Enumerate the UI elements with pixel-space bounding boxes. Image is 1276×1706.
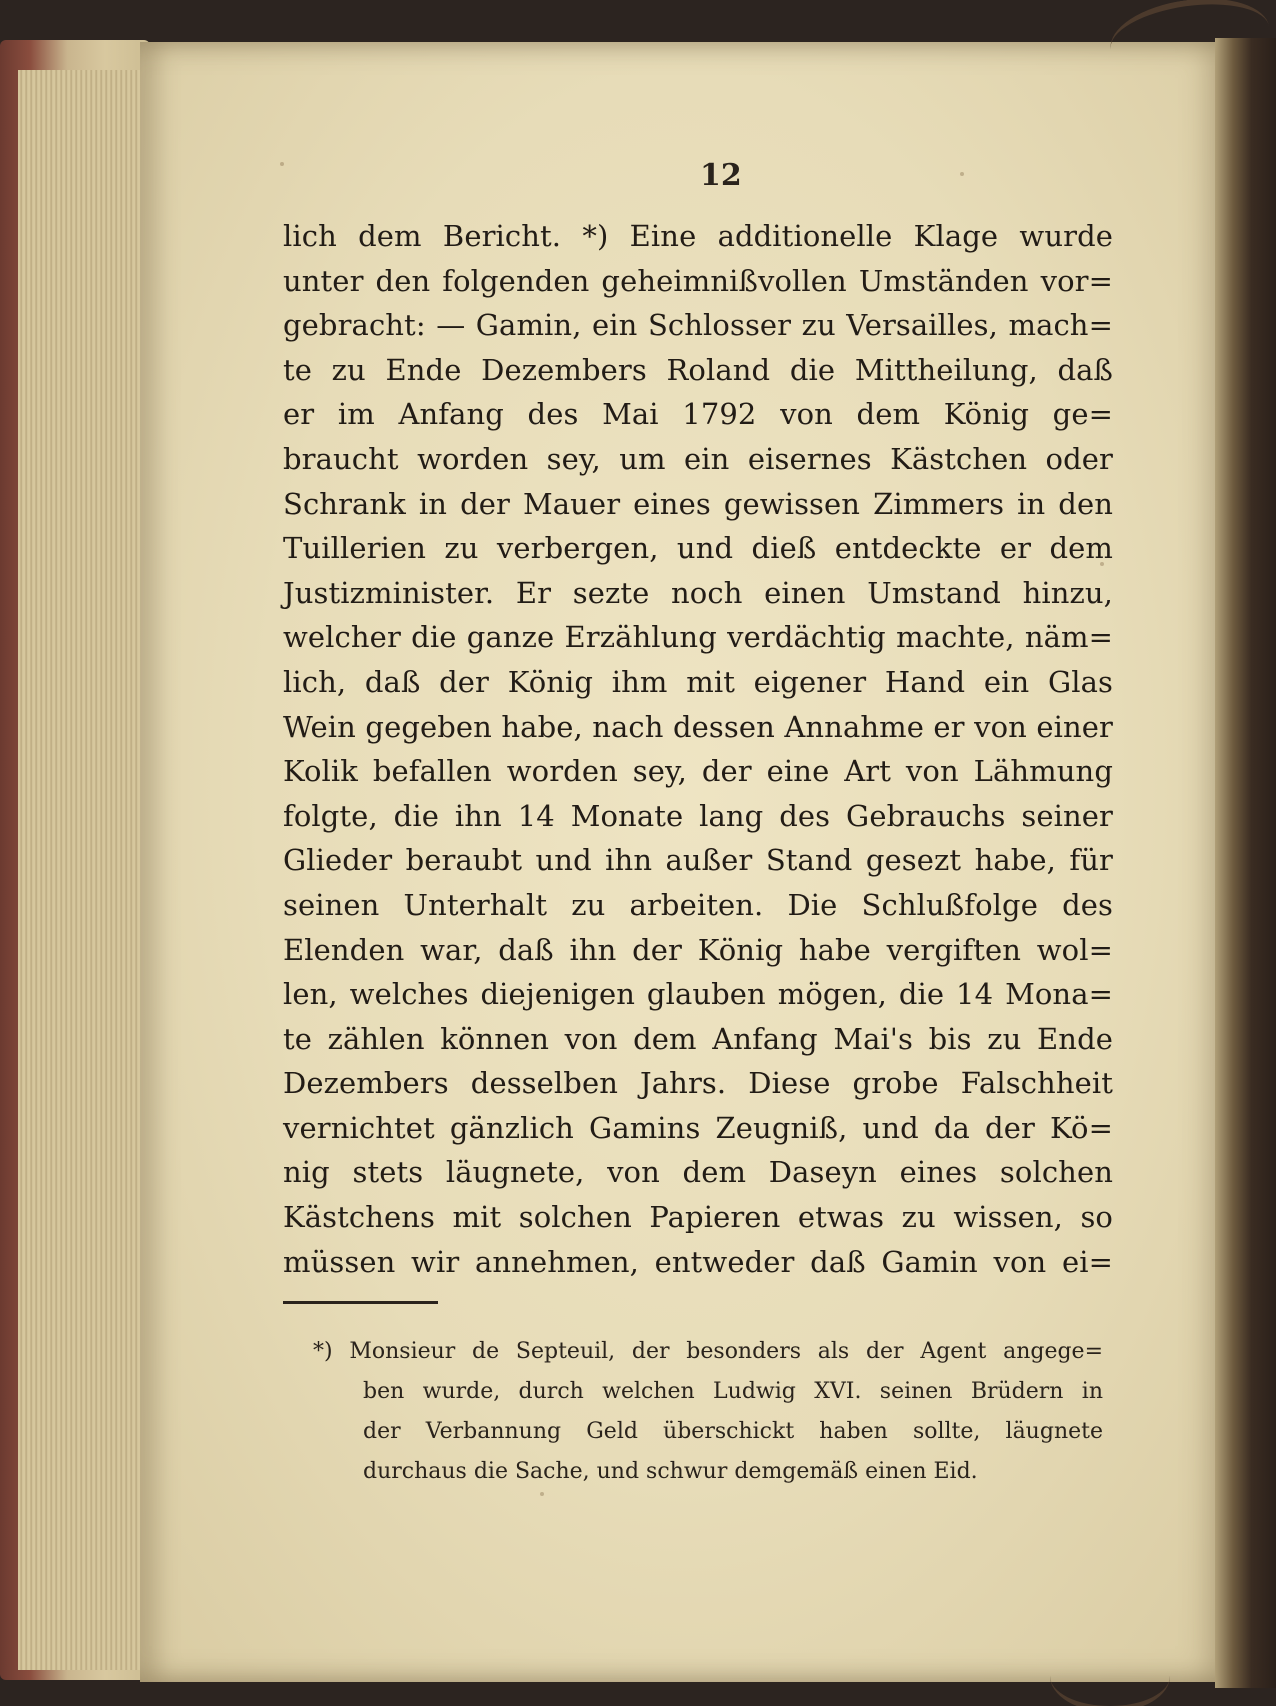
text-line: müssen wir annehmen, entweder daß Gamin von ei= [283,1244,1113,1279]
text-line: vernichtet gänzlich Gamins Zeugniß, und da der Kö= [283,1110,1113,1145]
text-line: te zählen können von dem Anfang Mai's bis zu Ende [283,1021,1113,1056]
page-stack-edges [18,70,146,1670]
text-line: er im Anfang des Mai 1792 von dem König ge= [283,397,1113,432]
footnote-line: *) Monsieur de Septeuil, der besonders als der Agent angege= [313,1339,1103,1364]
body-text [283,214,1113,1284]
text-line: lich, daß der König ihm mit eigener Hand ein Glas [283,664,1113,699]
text-line: welcher die ganze Erzählung verdächtig machte, näm= [283,620,1113,655]
text-line: nig stets läugnete, von dem Daseyn eines solchen [283,1155,1113,1190]
text-line: Elenden war, daß ihn der König habe vergiften wol= [283,932,1113,967]
book-gutter [1215,38,1276,1688]
text-line: Wein gegeben habe, nach dessen Annahme er von einer [283,709,1113,744]
text-line: Glieder beraubt und ihn außer Stand gesezt habe, für [283,843,1113,878]
text-line: Kästchens mit solchen Papieren etwas zu wissen, so [283,1200,1113,1235]
footnote-rule [283,1301,438,1304]
text-line: Kolik befallen worden sey, der eine Art von Lähmung [283,754,1113,789]
text-line: braucht worden sey, um ein eisernes Kästchen oder [283,441,1113,476]
text-line: te zu Ende Dezembers Roland die Mittheilung, daß [283,352,1113,387]
text-line: lich dem Bericht. *) Eine additionelle Klage wurde [283,219,1113,253]
page-number: 12 [700,158,742,193]
text-line: Justizminister. Er sezte noch einen Umstand hinzu, [283,575,1113,610]
footnote-line: der Verbannung Geld überschickt haben sollte, läugnete [363,1419,1103,1444]
text-line: folgte, die ihn 14 Monate lang des Gebrauchs seiner [283,798,1113,833]
text-line: unter den folgenden geheimnißvollen Umständen vor= [283,263,1113,298]
paper-speck [280,162,284,166]
text-line: gebracht: — Gamin, ein Schlosser zu Versailles, mach= [283,308,1113,343]
bookmark-ribbon-bottom [1050,1640,1170,1706]
paper-speck [960,172,964,176]
footnote [313,1332,1103,1492]
text-line: Schrank in der Mauer eines gewissen Zimmers in den [283,486,1113,521]
text-line: Dezembers desselben Jahrs. Diese grobe Falschheit [283,1066,1113,1101]
footnote-line: ben wurde, durch welchen Ludwig XVI. seinen Brüdern in [363,1379,1103,1404]
footnote-line: durchaus die Sache, und schwur demgemäß einen Eid. [363,1459,978,1484]
paper-speck [540,1492,544,1496]
text-line: len, welches diejenigen glauben mögen, die 14 Mona= [283,977,1113,1012]
text-line: Tuillerien zu verbergen, und dieß entdeckte er dem [283,531,1113,566]
text-line: seinen Unterhalt zu arbeiten. Die Schlußfolge des [283,887,1113,922]
